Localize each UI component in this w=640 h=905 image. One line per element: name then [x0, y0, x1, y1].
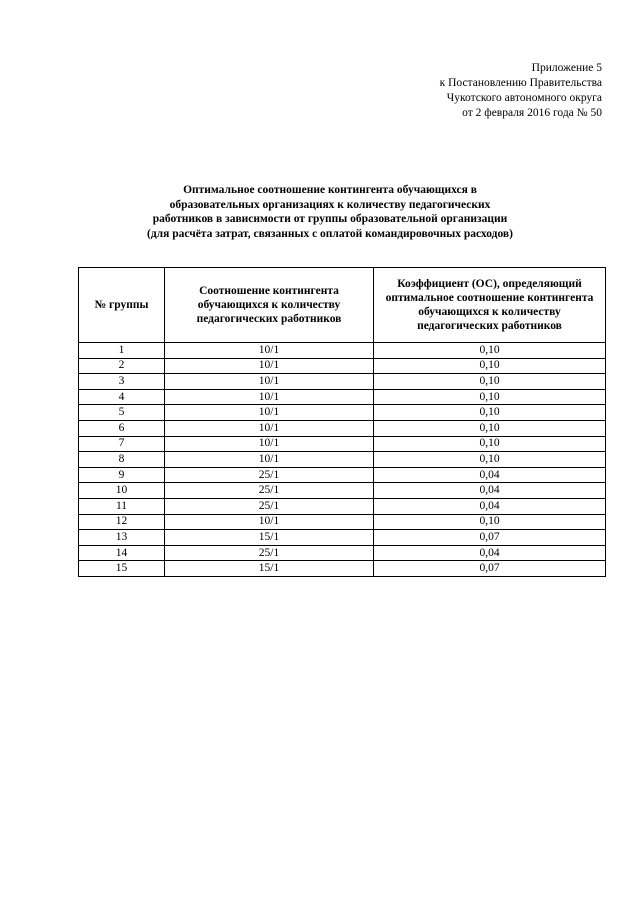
coefficient-cell: 0,10 [374, 420, 606, 436]
table-row [79, 498, 606, 514]
ratio-cell: 10/1 [165, 436, 374, 452]
ratio-cell: 10/1 [165, 343, 374, 359]
group-number-cell: 4 [79, 389, 165, 405]
table-row [79, 467, 606, 483]
table-row [79, 530, 606, 546]
title-line: работников в зависимости от группы образовательной организации [152, 213, 508, 225]
table-body [79, 343, 606, 577]
ratio-cell: 25/1 [165, 498, 374, 514]
coefficient-cell: 0,10 [374, 389, 606, 405]
ratio-cell: 10/1 [165, 374, 374, 390]
table-row [79, 561, 606, 577]
coefficient-cell: 0,04 [374, 467, 606, 483]
group-number-cell: 12 [79, 514, 165, 530]
coefficient-cell: 0,04 [374, 498, 606, 514]
table-row [79, 436, 606, 452]
group-number-cell: 9 [79, 467, 165, 483]
appendix-number: Приложение 5 [531, 62, 602, 74]
ratio-cell: 25/1 [165, 483, 374, 499]
group-number-cell: 15 [79, 561, 165, 577]
coefficient-cell: 0,10 [374, 358, 606, 374]
ratio-cell: 15/1 [165, 530, 374, 546]
coefficient-cell: 0,10 [374, 405, 606, 421]
appendix-block [440, 61, 602, 121]
coefficient-cell: 0,10 [374, 452, 606, 468]
coefficient-cell: 0,10 [374, 514, 606, 530]
table-row [79, 483, 606, 499]
coefficient-cell: 0,10 [374, 343, 606, 359]
table-row [79, 374, 606, 390]
title-line: Оптимальное соотношение контингента обучающихся в [183, 184, 477, 196]
table-row [79, 452, 606, 468]
document-title [100, 183, 560, 241]
group-number-cell: 5 [79, 405, 165, 421]
table-row [79, 514, 606, 530]
coefficient-cell: 0,07 [374, 530, 606, 546]
group-number-cell: 10 [79, 483, 165, 499]
ratio-cell: 10/1 [165, 420, 374, 436]
ratio-cell: 10/1 [165, 389, 374, 405]
table-row [79, 420, 606, 436]
title-line: образовательных организациях к количеству педагогических [169, 198, 491, 211]
table-row [79, 389, 606, 405]
group-number-cell: 13 [79, 530, 165, 546]
group-number-cell: 6 [79, 420, 165, 436]
coefficient-cell: 0,04 [374, 483, 606, 499]
title-line: (для расчёта затрат, связанных с оплатой командировочных расходов) [147, 227, 513, 240]
table-row [79, 405, 606, 421]
table-row [79, 545, 606, 561]
table-header-row [79, 268, 606, 343]
appendix-region: Чукотского автономного округа [446, 92, 602, 104]
header-ratio: Соотношение контингента обучающихся к количеству педагогических работников [165, 268, 374, 343]
ratio-cell: 25/1 [165, 545, 374, 561]
ratio-cell: 10/1 [165, 405, 374, 421]
group-number-cell: 14 [79, 545, 165, 561]
group-number-cell: 1 [79, 343, 165, 359]
group-number-cell: 2 [79, 358, 165, 374]
table-row [79, 343, 606, 359]
group-number-cell: 11 [79, 498, 165, 514]
coefficient-cell: 0,07 [374, 561, 606, 577]
header-group-number: № группы [79, 268, 165, 343]
appendix-resolution: к Постановлению Правительства [439, 77, 602, 89]
ratio-cell: 15/1 [165, 561, 374, 577]
coefficient-cell: 0,04 [374, 545, 606, 561]
ratio-cell: 25/1 [165, 467, 374, 483]
ratio-cell: 10/1 [165, 452, 374, 468]
table-row [79, 358, 606, 374]
coefficient-cell: 0,10 [374, 374, 606, 390]
group-number-cell: 8 [79, 452, 165, 468]
group-number-cell: 3 [79, 374, 165, 390]
coefficient-cell: 0,10 [374, 436, 606, 452]
header-coefficient: Коэффициент (ОС), определяющий оптимальное соотношение контингента обучающихся к количеству педагогических работников [374, 268, 606, 343]
ratio-cell: 10/1 [165, 358, 374, 374]
ratio-cell: 10/1 [165, 514, 374, 530]
ratio-table [78, 267, 606, 577]
appendix-date: от 2 февраля 2016 года № 50 [462, 107, 602, 119]
group-number-cell: 7 [79, 436, 165, 452]
